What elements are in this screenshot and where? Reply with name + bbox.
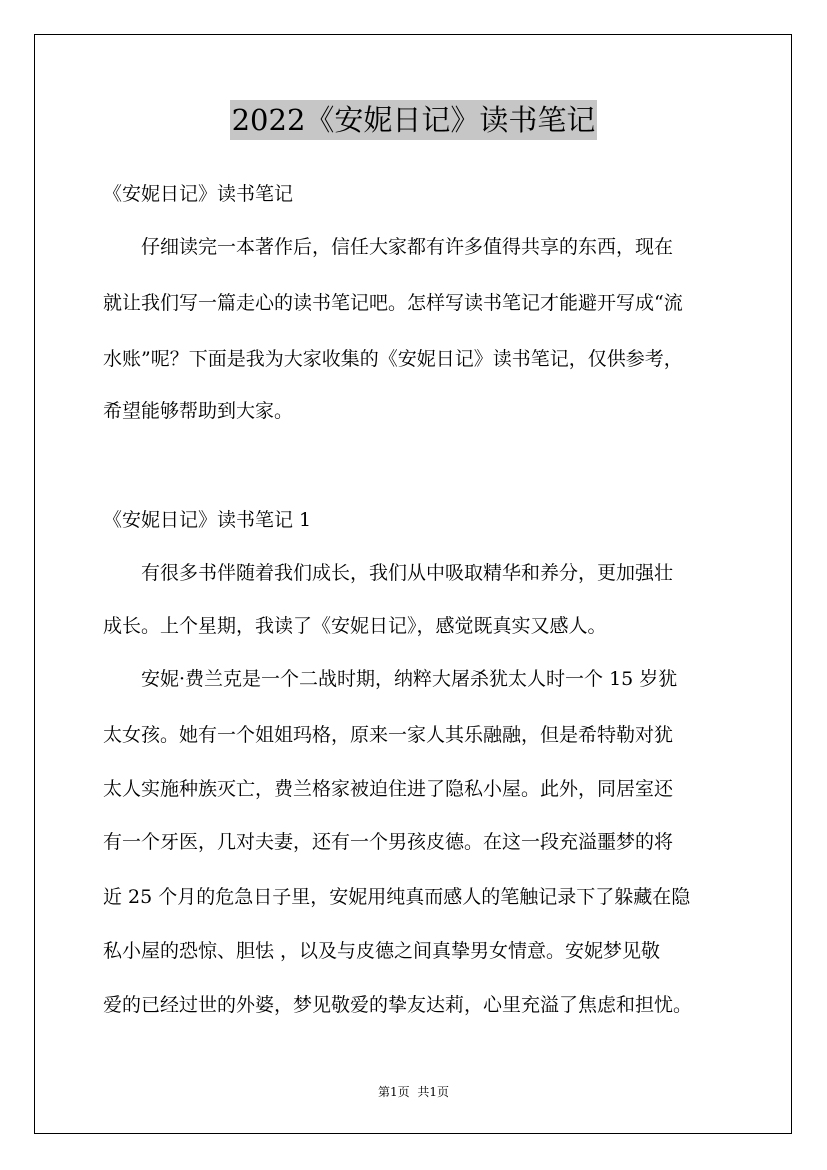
paragraph-line: 希望能够帮助到大家。 xyxy=(103,400,294,422)
paragraph-line: 私小屋的恐惊、胆怯 ，以及与皮德之间真挚男女情意。安妮梦见敬 xyxy=(103,940,661,962)
paragraph-line: 安妮·费兰克是一个二战时期，纳粹大屠杀犹太人时一个 15 岁犹 xyxy=(103,668,678,690)
paragraph-line: 近 25 个月的危急日子里，安妮用纯真而感人的笔触记录下了躲藏在隐 xyxy=(103,886,691,908)
page-footer xyxy=(0,1084,827,1100)
paragraph-line: 仔细读完一本著作后，信任大家都有许多值得共享的东西，现在 xyxy=(103,236,674,258)
section-heading: 《安妮日记》读书笔记 1 xyxy=(103,509,312,531)
document-title: 2022《安妮日记》读书笔记 xyxy=(230,100,598,140)
paragraph-line: 太女孩。她有一个姐姐玛格，原来一家人其乐融融，但是希特勒对犹 xyxy=(103,724,674,746)
paragraph-line: 太人实施种族灭亡，费兰格家被迫住进了隐私小屋。此外，同居室还 xyxy=(103,778,674,800)
page-number: 第1页 xyxy=(377,1085,410,1099)
total-pages: 共1页 xyxy=(417,1085,450,1099)
paragraph-line: 爱的已经过世的外婆，梦见敬爱的挚友达莉，心里充溢了焦虑和担忧。 xyxy=(103,994,693,1016)
paragraph-line: 成长。上个星期，我读了《安妮日记》，感觉既真实又感人。 xyxy=(103,615,607,637)
title-container xyxy=(0,100,827,140)
paragraph-line: 有一个牙医，几对夫妻，还有一个男孩皮德。在这一段充溢噩梦的将 xyxy=(103,831,674,853)
paragraph-line: 就让我们写一篇走心的读书笔记吧。怎样写读书笔记才能避开写成“流 xyxy=(103,292,683,314)
paragraph-line: 水账”呢？下面是我为大家收集的《安妮日记》读书笔记，仅供参考， xyxy=(103,348,683,370)
paragraph-line: 有很多书伴随着我们成长，我们从中吸取精华和养分，更加强壮 xyxy=(103,562,674,584)
section-heading: 《安妮日记》读书笔记 xyxy=(103,183,294,205)
